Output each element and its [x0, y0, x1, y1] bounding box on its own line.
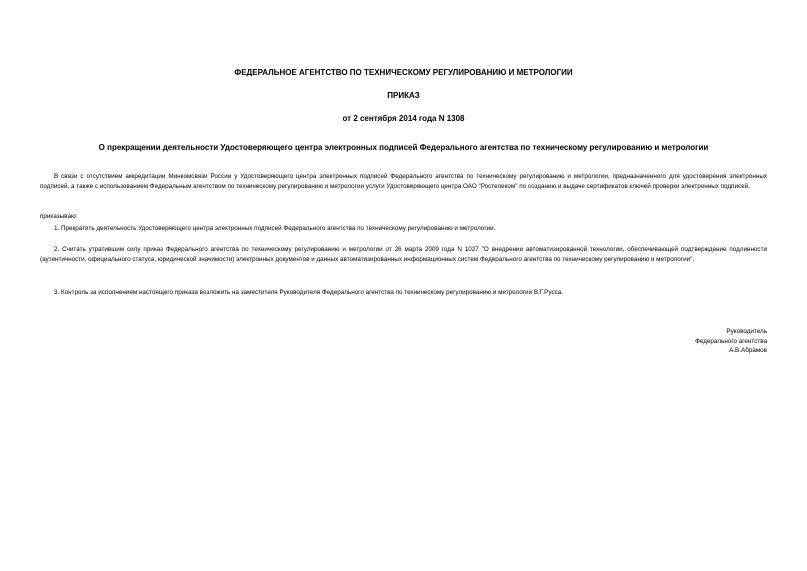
document-type: ПРИКАЗ: [387, 91, 420, 100]
order-word: приказываю:: [40, 213, 78, 220]
agency-name: ФЕДЕРАЛЬНОЕ АГЕНТСТВО ПО ТЕХНИЧЕСКОМУ РЕГУЛИРОВАНИЮ И МЕТРОЛОГИИ: [234, 68, 573, 77]
order-item-2: 2. Считать утратившим силу приказ Федерального агентства по техническому регулированию и метрологии от 26 марта 2009 года N 1027 "О внедрении автоматизированной технологии, обеспечивающей подтверждение подлинности (аутентичности, официального статуса, юридической значимости) электронных документов и данных автоматизированных информационных систем Федерального агентства по техническому регулированию и метрологии".: [40, 246, 767, 263]
signatory-name: А.В.Абрамов: [729, 347, 767, 355]
document-date: от 2 сентября 2014 года N 1308: [342, 114, 465, 123]
order-item-1: 1. Прекратить деятельность Удостоверяющего центра электронных подписей Федерального агентства по техническому регулированию и метрологии.: [54, 225, 496, 232]
intro-paragraph: В связи с отсутствием аккредитации Минкомсвязи России у Удостоверяющего центра электронных подписей Федерального агентства по техническому регулированию и метрологии, предназначенного для удостоверения электронных подписей, а также с использованием Федеральным агентством по техническому регулированию и метрологии услуги Удостоверяющего центра ОАО "Ростелеком" по созданию и выдаче сертификатов ключей проверки электронных подписей,: [40, 173, 767, 190]
signature-block: [695, 327, 767, 356]
signatory-title-line1: Руководитель: [726, 328, 767, 335]
document-subject: О прекращении деятельности Удостоверяющего центра электронных подписей Федерального агентства по техническому регулированию и метрологии: [98, 143, 709, 152]
signatory-title-line2: Федерального агентства: [695, 337, 767, 345]
order-item-3: 3. Контроль за исполнением настоящего приказа возложить на заместителя Руководителя Федерального агентства по техническому регулированию и метрологии В.Г.Русса.: [54, 289, 564, 296]
